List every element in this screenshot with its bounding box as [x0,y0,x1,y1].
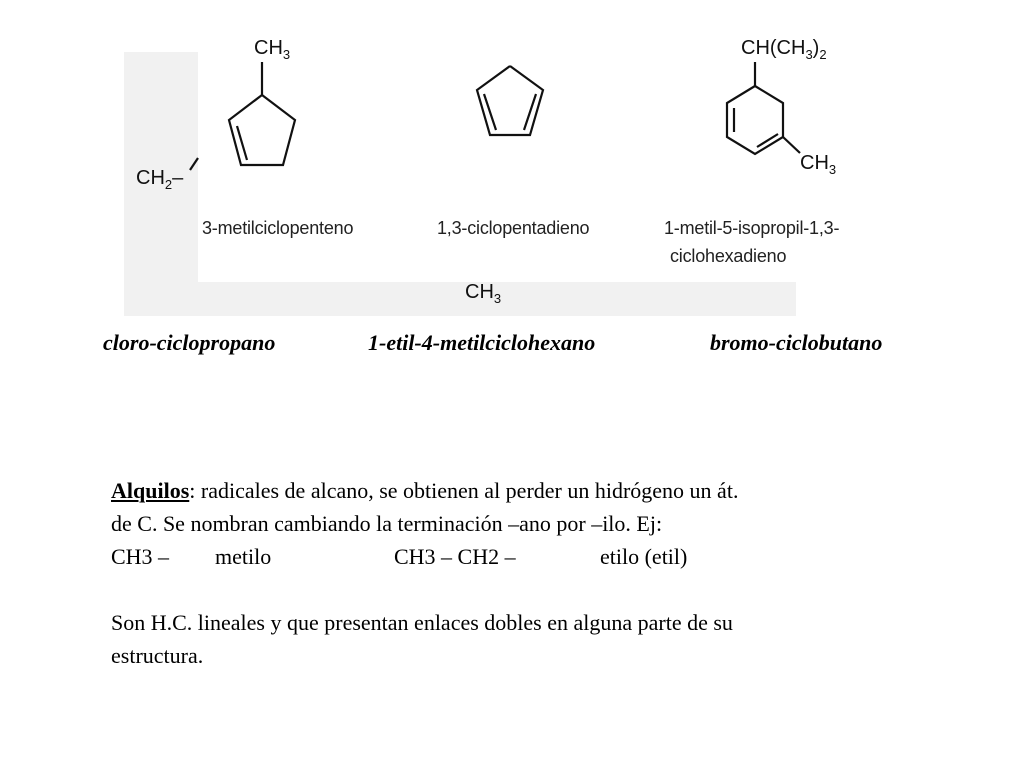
body-text [111,474,971,672]
mol3-caption-line2: ciclohexadieno [670,246,787,266]
mol3-caption-line1: 1-metil-5-isopropil-1,3- [664,218,840,238]
mol1-ch3-label: $CH_3$ [254,37,291,62]
example-metilo-name: metilo [215,544,272,569]
naming-rule-line: de C. Se nombran cambiando la terminación –ano por –ilo. Ej: [111,511,663,536]
alquilos-term: Alquilos [111,478,190,503]
name-cloro-ciclopropano: cloro-ciclopropano [103,330,276,355]
blank-line [111,573,971,606]
alquilos-definition: : radicales de alcano, se obtienen al perder un hidrógeno un át. [189,478,739,503]
mol2-caption: 1,3-ciclopentadieno [437,218,590,238]
alquilos-line [111,474,971,507]
paragraph2-line1: Son H.C. lineales y que presentan enlaces dobles en alguna parte de su [111,610,733,635]
example-etilo-name: etilo (etil) [600,544,688,569]
ch3-bottom-label: $CH_3$ [465,281,502,306]
example-etilo-formula: CH3 – CH2 – [394,544,516,569]
name-etil-metilciclohexano: 1-etil-4-metilciclohexano [368,330,596,355]
ch2-partial-label: $CH_2-$ [136,167,184,192]
name-bromo-ciclobutano: bromo-ciclobutano [710,330,883,355]
mol1-caption: 3-metilciclopenteno [202,218,354,238]
mol3-ch3-label: $CH_3$ [800,152,837,177]
mol3-isopropyl-label: $CH(CH_3)_2$ [741,37,827,62]
examples-line [111,540,971,573]
paragraph2-line2: estructura. [111,643,204,668]
example-metilo-formula: CH3 – [111,544,170,569]
